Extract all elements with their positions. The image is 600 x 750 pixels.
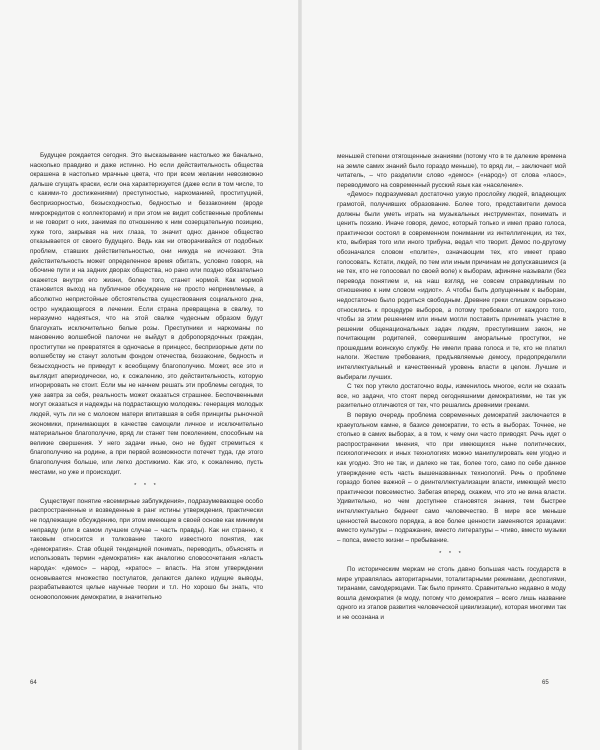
right-page bbox=[302, 0, 600, 750]
right-paragraph-4: В первую очередь проблема современных демократий заключается в краеугольном камне, в базисе демократии, то есть в выборах. Точнее, не столько в самих выборах, а в том, к чему они часто приводят. Речь идет о распространении мнения, что при имеющихся ныне политических, психологических и иных технологиях можно манипулировать кем угодно и как угодно. Это не так, и далеко не так, более того, само по себе данное утверждение есть часть вышеназванных технологий. Речь о проблеме гораздо более важной – о деинтеллектуализации власти, имеющей место практически повсеместно. Забегая вперед, скажем, что это не вина власти. Удивительно, но чем доступнее становятся знания, тем быстрее интеллектуально беднеет само человечество. В мире все меньше ценностей высокого порядка, а все более ценности заменяются эрзацами: вместо культуры – подражание, вместо литературы – чтиво, вместо музыки – попса, вместо жизни – пребывание. bbox=[337, 412, 566, 544]
section-separator: * * * bbox=[134, 483, 159, 490]
left-text-column bbox=[30, 151, 263, 602]
right-paragraph-1: меньшей степени отягощенные знаниями (потому что в те далекие времена на земле самих знаний было гораздо меньше), то вряд ли, – заключает мой читатель, – что разделили слово «демос» («народ») от слова «лаос», переводимого на современный русский язык как «население». bbox=[337, 153, 566, 189]
left-paragraph-1: Будущее рождается сегодня. Это высказывание настолько же банально, насколько правдиво и даже истинно. Но если действительность общества окрашена в настолько мрачные цвета, что при всем желании невозможно дальше сгущать краски, если она характеризуется (даже если в том числе, то с какими-то достижениями) преступностью, наркоманией, проституцией, беспризорностью, безысходностью, бедностью и беззаконием (вроде микрокредитов с коллекторами) и при этом не видит собственные проблемы и не говорит о них, занимая по отношению к ним созерцательную позицию, хуже того, закрывая на них глаза, то значит одно: данное общество отказывается от своего будущего. Ведь как ни отворачивайся от подобных проблем, ставших действительностью, они никуда не исчезают. Эта действительность может определенное время обитать, условно говоря, на обочине пути и на задних дворах общества, но рано или поздно обязательно окажется внутри его жизни, более того, станет нормой. Как нормой становится выход на публичное обсуждение не просто неприемлемые, а абсолютно непристойные обстоятельства существования социального дна, остро нуждающегося в лечении. Если страна превращена в свалку, то неразумно надеяться, что на этой свалке чудесным образом будут благоухать исключительно белые розы. Преступники и наркоманы по мановению волшебной палочки не выйдут в добропорядочных граждан, проститутки не превратятся в одночасье в принцесс, беспризорные дети по волшебству не станут золотым фондом отечества, беззаконие, бедность и безысходность не приведут к всеобщему благополучию. Может, все это и выглядит апериодически, но, к сожалению, это действительность, которую игнорировать не стоит. Если мы не начнем решать эти проблемы сегодня, то уже завтра за себя, реальность может оказаться страшнее. Беспочвенными могут оказаться и надежды на подрастающую молодежь: генерация молодых людей, чуть ли не с молоком матери впитавшая в себя принципы рыночной экономики, принимающих в качестве самоцели личное и исключительно материальное благополучие, вряд ли станет тем поколением, способным на великие свершения. У него задачи иные, оно не будет стремиться к благополучию на родине, а при первой возможности потечет туда, где этого благополучия больше, или легко достижимо. Как это, к сожалению, пусть местами, но уже и происходит. bbox=[30, 152, 263, 476]
right-paragraph-5: По историческим меркам не столь давно большая часть государств в мире управлялась авторитарными, тоталитарными режимами, деспотиями, тиранами, самодержцами. Так было принято. Сравнительно недавно в моду вошла демократия (в моду, потому что демократия – всего лишь название одного из этапов развития человеческой цивилизации), которая многими так и не осознана и bbox=[337, 565, 566, 621]
page-number-right: 65 bbox=[542, 680, 549, 686]
section-separator: * * * bbox=[439, 551, 464, 558]
right-paragraph-3: С тех пор утекло достаточно воды, изменилось многое, если не сказать все, но задачи, что стоят перед сегодняшними демократиями, не так уж разительно отличаются от тех, что решались древними греками. bbox=[337, 383, 566, 410]
right-text-column bbox=[337, 152, 566, 623]
left-paragraph-2: Существует понятие «всемирные заблуждения», подразумевающее особо распространенные и возведенные в ранг истины утверждения, практически не подлежащие обсуждению, при этом имеющие в своей основе как минимум неправду (или в самом лучшем случае – часть правды). Как ни странно, к таковым относится и толкование такого известного понятия, как «демократия». Став общей тенденцией понимать, переводить, объяснять и использовать термин «демократия» как аналогию словосочетания «власть народа»: «демос» – народ, «кратос» – власть. На этом утверждении основывается множество постулатов, делаются далеко идущие выводы, разрабатываются целые научные теории и т.п. Но хорошо бы знать, что основоположник демократии, в значительно bbox=[30, 497, 263, 601]
page-number-left: 64 bbox=[30, 680, 37, 686]
right-paragraph-2: «Демос» подразумевал достаточно узкую прослойку людей, владеющих грамотой, получивших образование. Более того, представители демоса должны были уметь играть на музыкальных инструментах, понимать и ценить поэзию. Иначе говоря, демос, который только и имел право голоса, практически состоял в современном понимании из интеллигенции, из тех, кто, выбирая того или иного трибуна, ведал что творит. Демос по-другому обозначался словом «полите», означающим тех, кто имеет право голосовать. Кстати, людей, по тем или иным причинам не допускавшимся (а не тех, кто не голосовал по своей воле) к выборам, афиняне называли (без перевода понятием и, на наш взгляд, не совсем справедливым по отношению к ним словом «идиот». А чтобы быть допущенным к выборам, недостаточно было родиться свободным. Древние греки слишком серьезно относились к процедуре выборов, а потому требовали от каждого того, чтобы за этим решением или иным могли поставить принимать участие в решении общенациональных задач людям, преступившим закон, не почитающим родителей, совершившим аморальные проступки, не прошедшим воинскую службу. Не имели права голоса и те, кто не платил налоги. Жесткие требования, предъявляемые демосу, предопределили интеллектуальный и качественный уровень власти в целом. Лучшие и выбирали лучших. bbox=[337, 191, 566, 381]
